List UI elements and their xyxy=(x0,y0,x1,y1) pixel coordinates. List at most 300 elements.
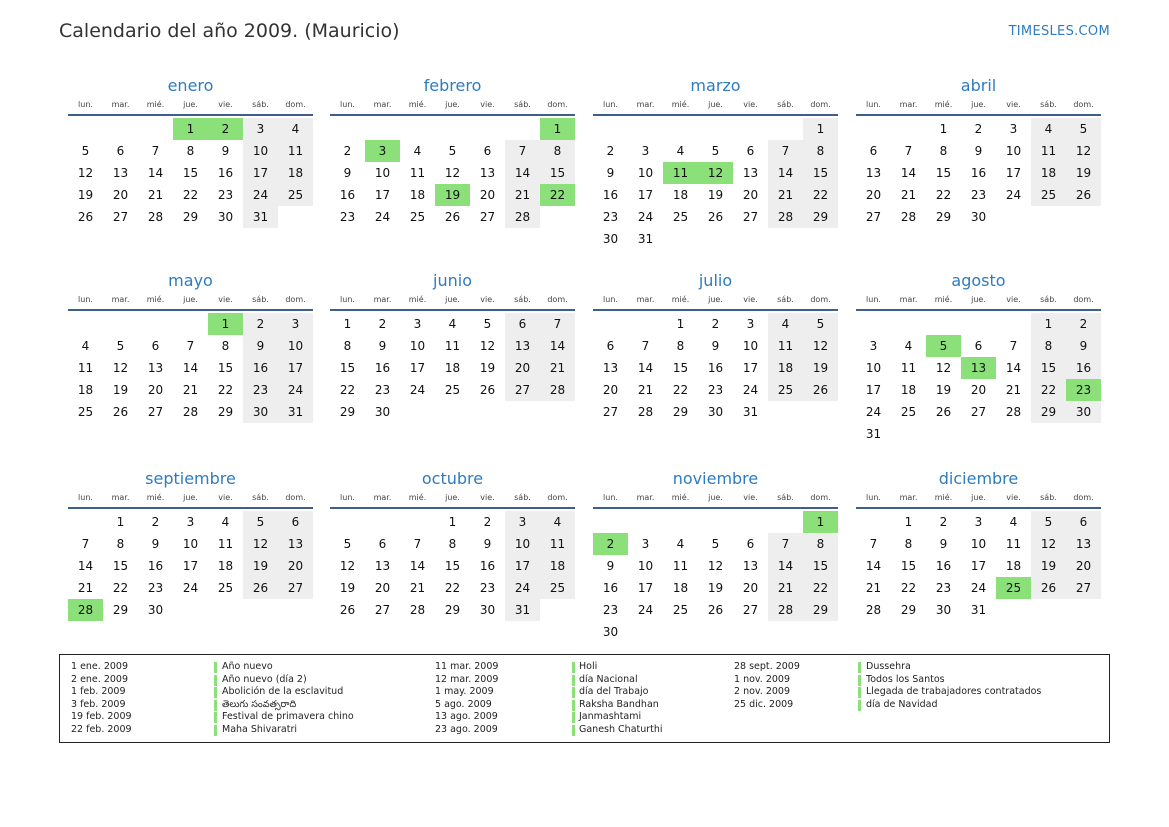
day-cell: 26 xyxy=(935,405,952,419)
weekday-label: sáb. xyxy=(777,493,794,502)
day-cell: 30 xyxy=(243,401,278,423)
day-cell: 12 xyxy=(243,533,278,555)
day-cell: 26 xyxy=(707,603,724,617)
day-cell: 6 xyxy=(606,339,615,353)
holiday-date: 11 mar. 2009 xyxy=(435,661,499,672)
day-cell: 5 xyxy=(448,144,457,158)
day-cell: 12 xyxy=(339,559,356,573)
day-cell: 10 xyxy=(1005,144,1022,158)
day-cell: 8 xyxy=(221,339,230,353)
day-cell: 28 xyxy=(409,603,426,617)
day-cell: 19 xyxy=(479,361,496,375)
day-cell: 7 xyxy=(540,313,575,335)
day-cell: 26 xyxy=(803,379,838,401)
day-cell: 29 xyxy=(935,210,952,224)
day-cell: 19 xyxy=(935,383,952,397)
day-cell: 13 xyxy=(742,166,759,180)
weekday-label: sáb. xyxy=(514,100,531,109)
weekday-label: lun. xyxy=(603,493,618,502)
day-cell: 17 xyxy=(278,357,313,379)
site-link[interactable]: TIMESLES.COM xyxy=(1008,24,1110,39)
holiday-marker xyxy=(858,675,861,686)
day-cell: 23 xyxy=(374,383,391,397)
day-cell: 11 xyxy=(1031,140,1066,162)
day-cell: 27 xyxy=(374,603,391,617)
day-cell: 6 xyxy=(1066,511,1101,533)
day-cell: 13 xyxy=(742,559,759,573)
day-cell: 2 xyxy=(378,317,387,331)
holiday-day-cell: 12 xyxy=(698,162,733,184)
day-cell: 26 xyxy=(479,383,496,397)
day-cell: 19 xyxy=(1031,555,1066,577)
holiday-name: Raksha Bandhan xyxy=(579,698,659,710)
day-cell: 5 xyxy=(116,339,125,353)
weekday-label: lun. xyxy=(78,295,93,304)
day-cell: 8 xyxy=(343,339,352,353)
weekday-label: sáb. xyxy=(252,100,269,109)
holiday-name: Festival de primavera chino xyxy=(222,711,354,722)
day-cell: 4 xyxy=(676,144,685,158)
day-cell: 16 xyxy=(1066,357,1101,379)
weekday-header xyxy=(330,100,575,114)
weekday-label: dom. xyxy=(1073,100,1094,109)
holiday-date: 23 ago. 2009 xyxy=(435,723,498,735)
day-cell: 15 xyxy=(900,559,917,573)
holiday-marker xyxy=(572,687,575,698)
day-cell: 1 xyxy=(116,515,125,529)
day-cell: 1 xyxy=(1031,313,1066,335)
day-cell: 22 xyxy=(803,184,838,206)
day-cell: 2 xyxy=(151,515,160,529)
day-cell: 19 xyxy=(707,188,724,202)
weekday-label: lun. xyxy=(866,295,881,304)
weekday-header xyxy=(593,100,838,114)
day-cell: 11 xyxy=(77,361,94,375)
day-cell: 6 xyxy=(974,339,983,353)
day-cell: 4 xyxy=(448,317,457,331)
day-cell: 3 xyxy=(641,537,650,551)
day-cell: 13 xyxy=(479,166,496,180)
day-cell: 8 xyxy=(676,339,685,353)
day-cell: 19 xyxy=(707,581,724,595)
weekday-label: sáb. xyxy=(252,493,269,502)
day-cell: 13 xyxy=(147,361,164,375)
day-cell: 21 xyxy=(768,184,803,206)
holiday-marker xyxy=(214,700,217,711)
holiday-day-cell: 2 xyxy=(208,118,243,140)
weekday-label: mar. xyxy=(899,493,918,502)
day-cell: 5 xyxy=(1066,118,1101,140)
weekday-header xyxy=(856,295,1101,309)
day-cell: 11 xyxy=(900,361,917,375)
day-cell: 18 xyxy=(768,357,803,379)
weekday-label: mar. xyxy=(373,100,392,109)
day-cell: 4 xyxy=(278,118,313,140)
day-cell: 27 xyxy=(602,405,619,419)
day-cell: 18 xyxy=(900,383,917,397)
day-cell: 12 xyxy=(444,166,461,180)
weekday-label: dom. xyxy=(810,100,831,109)
day-cell: 29 xyxy=(217,405,234,419)
month-name: marzo xyxy=(690,76,741,95)
day-cell: 5 xyxy=(711,144,720,158)
weekday-label: mié. xyxy=(671,493,690,502)
day-cell: 13 xyxy=(1066,533,1101,555)
day-cell: 3 xyxy=(186,515,195,529)
day-cell: 28 xyxy=(1005,405,1022,419)
day-cell: 11 xyxy=(1005,537,1022,551)
day-cell: 22 xyxy=(217,383,234,397)
day-cell: 24 xyxy=(374,210,391,224)
day-cell: 27 xyxy=(147,405,164,419)
day-cell: 14 xyxy=(505,162,540,184)
weekday-label: mié. xyxy=(934,100,953,109)
day-cell: 16 xyxy=(602,188,619,202)
day-cell: 2 xyxy=(243,313,278,335)
day-cell: 21 xyxy=(540,357,575,379)
day-cell: 19 xyxy=(243,555,278,577)
day-cell: 11 xyxy=(672,559,689,573)
day-cell: 30 xyxy=(935,603,952,617)
day-cell: 4 xyxy=(904,339,913,353)
day-cell: 27 xyxy=(112,210,129,224)
day-cell: 3 xyxy=(869,339,878,353)
month-name: diciembre xyxy=(938,469,1019,488)
day-cell: 4 xyxy=(1031,118,1066,140)
day-cell: 2 xyxy=(974,122,983,136)
day-cell: 23 xyxy=(707,383,724,397)
day-cell: 11 xyxy=(444,339,461,353)
day-cell: 9 xyxy=(243,335,278,357)
day-cell: 20 xyxy=(479,188,496,202)
holiday-name: Ganesh Chaturthi xyxy=(579,723,663,735)
day-cell: 7 xyxy=(869,537,878,551)
day-cell: 6 xyxy=(483,144,492,158)
day-cell: 10 xyxy=(865,361,882,375)
day-cell: 25 xyxy=(900,405,917,419)
day-cell: 17 xyxy=(637,188,654,202)
holiday-date: 1 feb. 2009 xyxy=(71,686,126,697)
holiday-date: 19 feb. 2009 xyxy=(71,711,132,722)
day-cell: 15 xyxy=(444,559,461,573)
month-name: julio xyxy=(698,271,733,290)
weekday-label: jue. xyxy=(708,100,723,109)
month-name: abril xyxy=(960,76,997,95)
day-cell: 17 xyxy=(1005,166,1022,180)
day-cell: 11 xyxy=(409,166,426,180)
day-cell: 18 xyxy=(409,188,426,202)
day-cell: 15 xyxy=(803,555,838,577)
weekday-label: jue. xyxy=(445,100,460,109)
day-cell: 9 xyxy=(221,144,230,158)
day-cell: 26 xyxy=(1031,577,1066,599)
day-cell: 4 xyxy=(413,144,422,158)
weekday-label: lun. xyxy=(78,100,93,109)
day-cell: 23 xyxy=(602,210,619,224)
day-cell: 13 xyxy=(865,166,882,180)
day-cell: 24 xyxy=(865,405,882,419)
day-cell: 10 xyxy=(278,335,313,357)
day-cell: 11 xyxy=(540,533,575,555)
day-cell: 20 xyxy=(865,188,882,202)
day-cell: 5 xyxy=(343,537,352,551)
holiday-day-cell: 19 xyxy=(435,184,470,206)
weekday-label: vie. xyxy=(743,493,758,502)
weekday-label: vie. xyxy=(480,295,495,304)
day-cell: 21 xyxy=(1005,383,1022,397)
day-cell: 1 xyxy=(904,515,913,529)
day-cell: 21 xyxy=(865,581,882,595)
day-cell: 6 xyxy=(116,144,125,158)
day-cell: 8 xyxy=(939,144,948,158)
weekday-label: mar. xyxy=(373,295,392,304)
day-grid xyxy=(593,311,838,461)
weekday-label: jue. xyxy=(971,100,986,109)
holiday-day-cell: 25 xyxy=(996,577,1031,599)
weekday-label: mar. xyxy=(111,100,130,109)
weekday-label: jue. xyxy=(445,295,460,304)
day-cell: 3 xyxy=(278,313,313,335)
day-cell: 24 xyxy=(278,379,313,401)
day-cell: 27 xyxy=(505,379,540,401)
day-cell: 28 xyxy=(768,599,803,621)
day-cell: 10 xyxy=(637,166,654,180)
day-cell: 6 xyxy=(151,339,160,353)
weekday-label: sáb. xyxy=(777,100,794,109)
holiday-date: 1 may. 2009 xyxy=(435,686,494,697)
day-cell: 7 xyxy=(186,339,195,353)
weekday-label: dom. xyxy=(810,493,831,502)
weekday-label: mié. xyxy=(671,295,690,304)
weekday-label: jue. xyxy=(445,493,460,502)
day-cell: 30 xyxy=(602,232,619,246)
weekday-label: vie. xyxy=(480,100,495,109)
weekday-label: mar. xyxy=(899,100,918,109)
day-cell: 25 xyxy=(768,379,803,401)
day-cell: 18 xyxy=(278,162,313,184)
day-cell: 1 xyxy=(676,317,685,331)
day-cell: 18 xyxy=(217,559,234,573)
weekday-label: mié. xyxy=(934,295,953,304)
weekday-label: vie. xyxy=(1006,493,1021,502)
day-cell: 18 xyxy=(444,361,461,375)
weekday-label: vie. xyxy=(218,100,233,109)
day-cell: 12 xyxy=(112,361,129,375)
day-cell: 14 xyxy=(182,361,199,375)
day-cell: 4 xyxy=(81,339,90,353)
holiday-day-cell: 22 xyxy=(540,184,575,206)
day-cell: 28 xyxy=(182,405,199,419)
day-cell: 18 xyxy=(672,581,689,595)
holiday-name: día Nacional xyxy=(579,673,638,685)
day-cell: 8 xyxy=(540,140,575,162)
day-cell: 26 xyxy=(77,210,94,224)
holiday-marker xyxy=(858,700,861,711)
day-cell: 9 xyxy=(606,166,615,180)
day-cell: 7 xyxy=(641,339,650,353)
day-cell: 3 xyxy=(243,118,278,140)
day-cell: 10 xyxy=(182,537,199,551)
day-cell: 30 xyxy=(707,405,724,419)
day-cell: 21 xyxy=(77,581,94,595)
holiday-name: Abolición de la esclavitud xyxy=(222,686,344,697)
weekday-label: mar. xyxy=(899,295,918,304)
day-cell: 4 xyxy=(1009,515,1018,529)
holiday-marker xyxy=(858,687,861,698)
day-cell: 21 xyxy=(900,188,917,202)
day-cell: 8 xyxy=(803,533,838,555)
day-cell: 25 xyxy=(217,581,234,595)
holiday-date: 13 ago. 2009 xyxy=(435,711,498,722)
day-cell: 7 xyxy=(505,140,540,162)
day-cell: 7 xyxy=(81,537,90,551)
weekday-label: mar. xyxy=(636,295,655,304)
day-cell: 20 xyxy=(742,581,759,595)
day-cell: 23 xyxy=(339,210,356,224)
day-cell: 24 xyxy=(970,581,987,595)
day-cell: 13 xyxy=(505,335,540,357)
weekday-label: dom. xyxy=(285,295,306,304)
weekday-label: mié. xyxy=(146,493,165,502)
day-cell: 30 xyxy=(147,603,164,617)
day-cell: 22 xyxy=(339,383,356,397)
day-grid xyxy=(68,311,313,461)
day-cell: 27 xyxy=(1066,577,1101,599)
day-cell: 28 xyxy=(540,379,575,401)
day-cell: 19 xyxy=(77,188,94,202)
day-cell: 9 xyxy=(939,537,948,551)
weekday-label: mié. xyxy=(146,295,165,304)
day-cell: 4 xyxy=(768,313,803,335)
day-cell: 29 xyxy=(444,603,461,617)
day-grid xyxy=(593,509,838,659)
day-grid xyxy=(330,311,575,461)
day-cell: 15 xyxy=(112,559,129,573)
day-cell: 14 xyxy=(768,162,803,184)
day-cell: 9 xyxy=(711,339,720,353)
weekday-label: dom. xyxy=(810,295,831,304)
day-cell: 12 xyxy=(77,166,94,180)
weekday-label: mar. xyxy=(111,493,130,502)
weekday-label: lun. xyxy=(866,493,881,502)
holiday-name: తెలుగు సంవత్సరాది xyxy=(222,698,297,710)
day-cell: 12 xyxy=(479,339,496,353)
day-cell: 4 xyxy=(540,511,575,533)
holiday-marker xyxy=(214,725,217,736)
weekday-label: mar. xyxy=(636,493,655,502)
day-cell: 3 xyxy=(413,317,422,331)
day-cell: 25 xyxy=(1031,184,1066,206)
day-cell: 29 xyxy=(803,599,838,621)
day-cell: 3 xyxy=(505,511,540,533)
day-cell: 11 xyxy=(217,537,234,551)
day-cell: 13 xyxy=(374,559,391,573)
day-cell: 25 xyxy=(444,383,461,397)
weekday-label: jue. xyxy=(183,295,198,304)
day-cell: 18 xyxy=(1031,162,1066,184)
weekday-label: mar. xyxy=(111,295,130,304)
day-cell: 17 xyxy=(742,361,759,375)
day-cell: 31 xyxy=(278,401,313,423)
weekday-label: vie. xyxy=(1006,100,1021,109)
day-cell: 23 xyxy=(217,188,234,202)
day-grid xyxy=(856,311,1101,461)
holiday-marker xyxy=(214,712,217,723)
day-cell: 6 xyxy=(378,537,387,551)
weekday-header xyxy=(68,493,313,507)
day-cell: 24 xyxy=(742,383,759,397)
day-cell: 5 xyxy=(483,317,492,331)
day-cell: 24 xyxy=(505,577,540,599)
month-name: agosto xyxy=(951,271,1006,290)
day-cell: 26 xyxy=(243,577,278,599)
day-cell: 5 xyxy=(81,144,90,158)
day-cell: 27 xyxy=(970,405,987,419)
day-cell: 27 xyxy=(742,210,759,224)
day-cell: 14 xyxy=(540,335,575,357)
day-cell: 14 xyxy=(637,361,654,375)
day-cell: 14 xyxy=(77,559,94,573)
weekday-label: mié. xyxy=(934,493,953,502)
day-cell: 20 xyxy=(1066,555,1101,577)
day-cell: 15 xyxy=(217,361,234,375)
day-cell: 23 xyxy=(147,581,164,595)
holiday-marker xyxy=(214,687,217,698)
holiday-date: 1 ene. 2009 xyxy=(71,661,128,672)
weekday-label: sáb. xyxy=(514,493,531,502)
day-cell: 29 xyxy=(900,603,917,617)
holiday-name: Holi xyxy=(579,661,598,672)
holiday-marker xyxy=(572,712,575,723)
day-cell: 19 xyxy=(112,383,129,397)
day-cell: 23 xyxy=(935,581,952,595)
day-cell: 20 xyxy=(505,357,540,379)
holiday-marker xyxy=(572,725,575,736)
day-cell: 23 xyxy=(602,603,619,617)
day-cell: 26 xyxy=(339,603,356,617)
day-cell: 3 xyxy=(746,317,755,331)
day-cell: 22 xyxy=(444,581,461,595)
day-cell: 1 xyxy=(803,118,838,140)
day-cell: 23 xyxy=(479,581,496,595)
day-cell: 7 xyxy=(413,537,422,551)
holiday-day-cell: 5 xyxy=(926,335,961,357)
holiday-date: 3 feb. 2009 xyxy=(71,698,126,710)
weekday-label: sáb. xyxy=(1040,493,1057,502)
day-cell: 27 xyxy=(278,577,313,599)
day-cell: 15 xyxy=(672,361,689,375)
holiday-marker xyxy=(572,675,575,686)
day-cell: 28 xyxy=(768,206,803,228)
weekday-label: lun. xyxy=(340,295,355,304)
weekday-label: dom. xyxy=(547,100,568,109)
page-title: Calendario del año 2009. (Mauricio) xyxy=(59,20,400,42)
weekday-label: jue. xyxy=(183,100,198,109)
day-cell: 17 xyxy=(243,162,278,184)
day-cell: 3 xyxy=(641,144,650,158)
day-cell: 5 xyxy=(1031,511,1066,533)
day-cell: 10 xyxy=(970,537,987,551)
weekday-label: mié. xyxy=(671,100,690,109)
weekday-label: vie. xyxy=(218,295,233,304)
holiday-day-cell: 28 xyxy=(68,599,103,621)
weekday-header xyxy=(68,295,313,309)
day-cell: 22 xyxy=(672,383,689,397)
day-cell: 31 xyxy=(970,603,987,617)
holiday-marker xyxy=(858,662,861,673)
day-cell: 15 xyxy=(1031,357,1066,379)
day-cell: 8 xyxy=(803,140,838,162)
